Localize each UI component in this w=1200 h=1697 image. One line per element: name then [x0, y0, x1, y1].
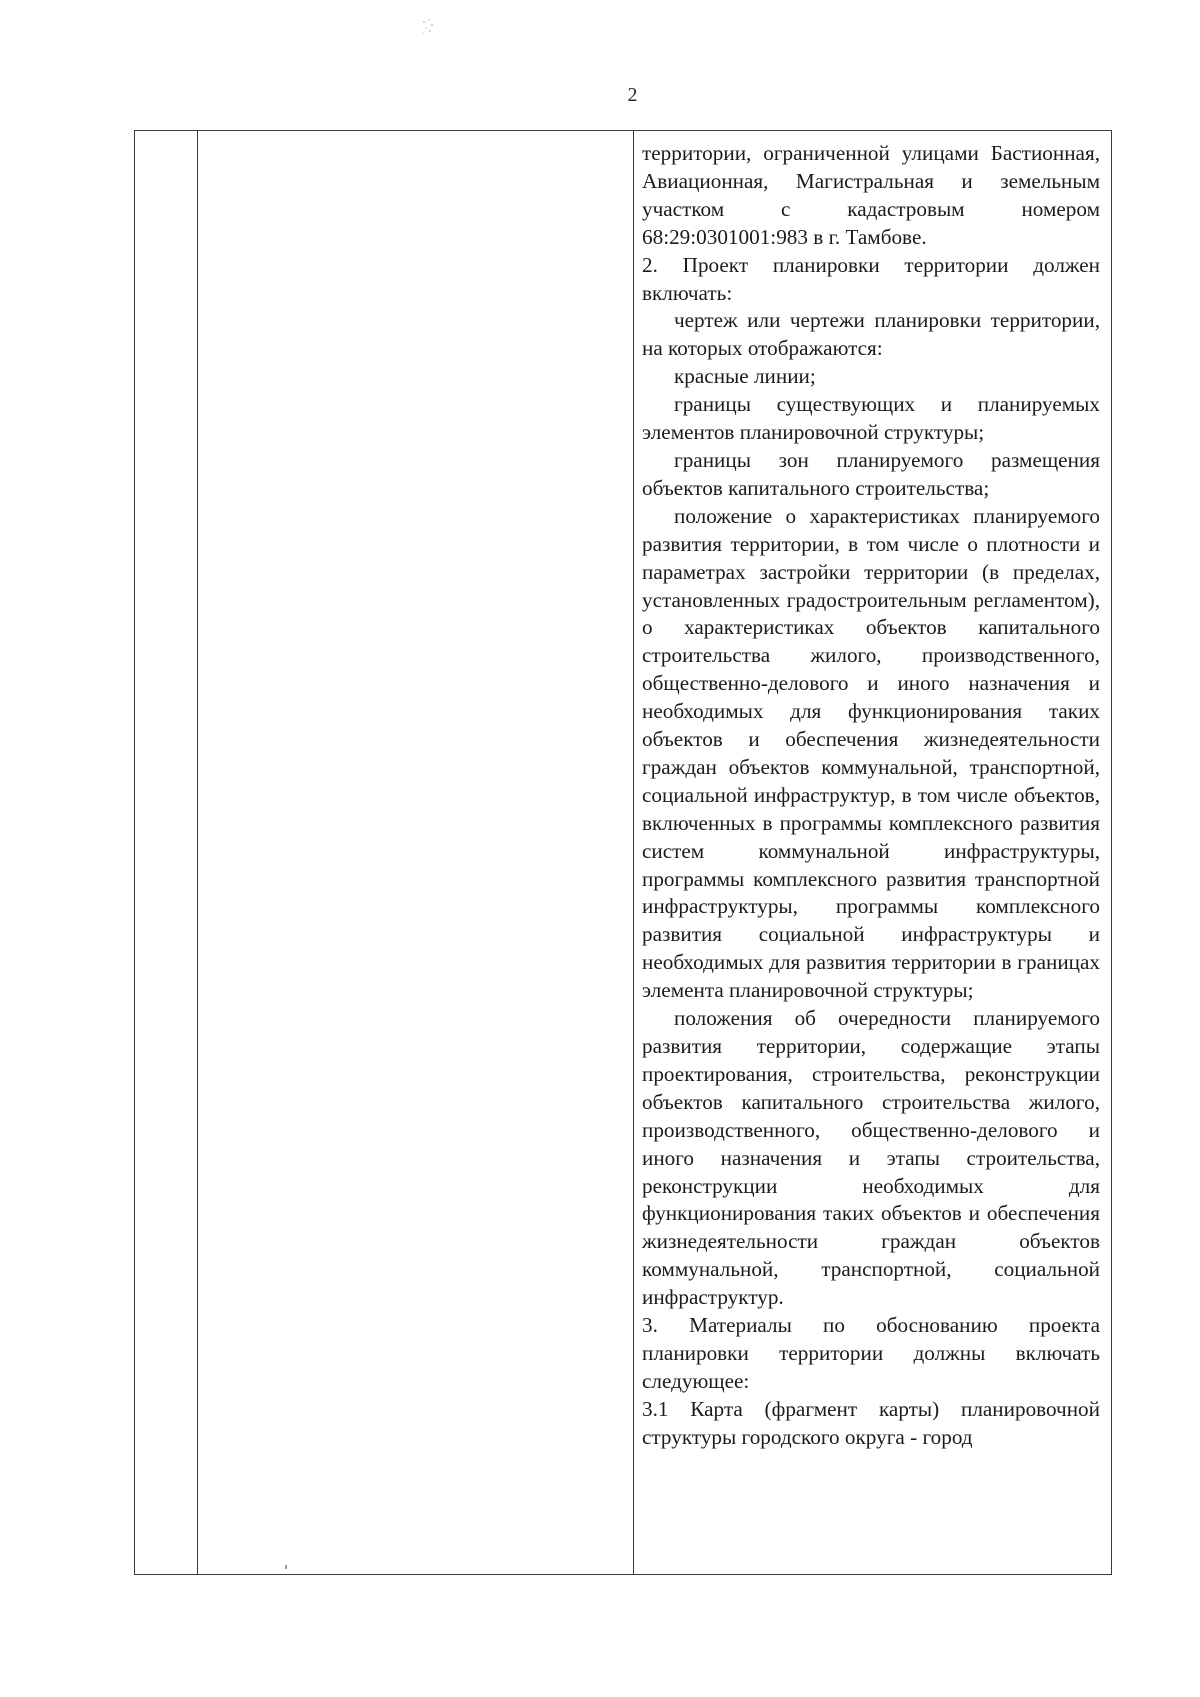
paragraph: 3. Материалы по обоснованию проекта планировки территории должны включать следующее:	[642, 1313, 1100, 1393]
paragraph: территории, ограниченной улицами Бастионная, Авиационная, Магистральная и земельным участком с кадастровым номером 68:29:0301001:983 в г. Тамбове.	[642, 141, 1100, 249]
scan-dot-mark	[285, 1565, 287, 1569]
document-table	[134, 130, 1112, 1575]
scan-speck-mark	[418, 16, 438, 38]
paragraph: границы существующих и планируемых элементов планировочной структуры;	[642, 392, 1100, 445]
page-number: 2	[627, 84, 638, 106]
table-column-divider-2	[633, 131, 634, 1574]
paragraph: положения об очередности планируемого развития территории, содержащие этапы проектирования, строительства, реконструкции объектов капитального строительства жилого, производственного, общественно-делового и иного назначения и этапы строительства, реконструкции необходимых для функционирования таких объектов и обеспечения жизнедеятельности граждан объектов коммунальной, транспортной, социальной инфраструктур.	[642, 1006, 1100, 1310]
paragraph: положение о характеристиках планируемого развития территории, в том числе о плотности и параметрах застройки территории (в пределах, установленных градостроительным регламентом), о характеристиках объектов капитального строительства жилого, производственного, общественно-делового и иного назначения и необходимых для функционирования таких объектов и обеспечения жизнедеятельности граждан объектов коммунальной, транспортной, социальной инфраструктур, в том числе объектов, включенных в программы комплексного развития систем коммунальной инфраструктуры, программы комплексного развития транспортной инфраструктуры, программы комплексного развития социальной инфраструктуры и необходимых для развития территории в границах элемента планировочной структуры;	[642, 503, 1100, 1003]
paragraph: 2. Проект планировки территории должен включать:	[642, 252, 1100, 305]
paragraph: чертеж или чертежи планировки территории, на которых отображаются:	[642, 308, 1100, 361]
paragraph: границы зон планируемого размещения объектов капитального строительства;	[642, 447, 1100, 500]
table-column-divider-1	[197, 131, 198, 1574]
paragraph: красные линии;	[674, 364, 816, 389]
paragraph: 3.1 Карта (фрагмент карты) планировочной структуры городского округа - город	[642, 1396, 1100, 1449]
table-cell-requirements-text	[642, 140, 1100, 1452]
